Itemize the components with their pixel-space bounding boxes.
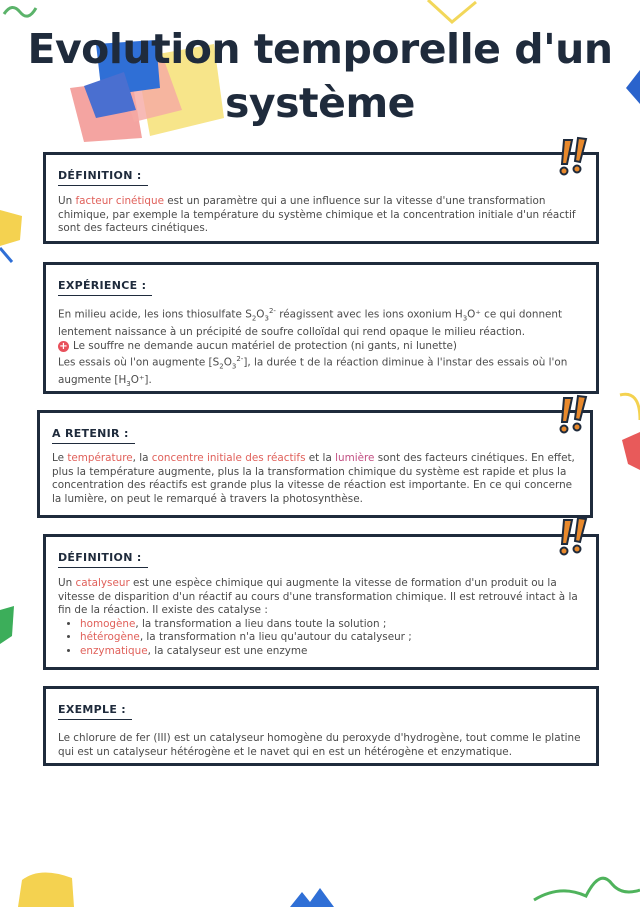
catalysis-type-list bbox=[58, 618, 584, 659]
key-term: catalyseur bbox=[75, 577, 130, 589]
exclamation-icon bbox=[556, 136, 592, 176]
key-term: concentre initiale des réactifs bbox=[151, 452, 306, 464]
retenir-card bbox=[37, 410, 593, 518]
card-heading: DÉFINITION : bbox=[58, 551, 148, 568]
list-item: • hétérogène, la transformation n'a lieu qu'autour du catalyseur ; bbox=[80, 631, 584, 645]
experience-card bbox=[43, 262, 599, 394]
experience-paragraph-1: En milieu acide, les ions thiosulfate $S_2O_3^{2-}$ réagissent avec les ions oxonium $H_3O^+$ ce qui donnent lentement naissance à un précipité de soufre colloïdal qui rend opaque le milieu réaction. bbox=[58, 307, 563, 339]
catalyst-definition-card bbox=[43, 534, 599, 670]
card-body: Un facteur cinétique est un paramètre qui a une influence sur la vitesse d'une transformation chimique, par exemple la température du système chimique et la concentration initiale d'un réactif sont des facteurs cinétiques. bbox=[58, 195, 576, 235]
card-heading: EXEMPLE : bbox=[58, 703, 132, 720]
key-term: température bbox=[67, 452, 133, 464]
safety-note: + Le souffre ne demande aucun matériel de protection (ni gants, ni lunette) bbox=[59, 339, 457, 353]
plus-circle-icon: + bbox=[59, 341, 68, 353]
card-heading: DÉFINITION : bbox=[58, 169, 148, 186]
card-body: Le chlorure de fer (III) est un catalyseur homogène du peroxyde d'hydrogène, tout comme le platine qui est un catalyseur hétérogène et le navet qui en est un hétérogène et enzymatique. bbox=[58, 732, 581, 758]
page-title: Evolution temporelle d'un système bbox=[27, 25, 613, 127]
exclamation-icon bbox=[556, 516, 592, 556]
card-heading: EXPÉRIENCE : bbox=[58, 279, 152, 296]
key-term: facteur cinétique bbox=[75, 195, 164, 207]
key-term: lumière bbox=[335, 452, 375, 464]
list-item: • homogène, la transformation a lieu dans toute la solution ; bbox=[80, 618, 584, 632]
experience-paragraph-2: Les essais où l'on augmente $[S_2O_3^{2-}]$, la durée t de la réaction diminue à l'instar des essais où l'on augmente $[H_3O^+]$. bbox=[58, 355, 568, 389]
card-heading: A RETENIR : bbox=[52, 427, 135, 444]
exclamation-icon bbox=[556, 394, 592, 434]
card-body: Le température, la concentre initiale des réactifs et la lumière sont des facteurs cinétiques. En effet, plus la température augmente, plus la la transformation chimique du système est rapide et plus la concentration des réactifs est grande plus la vitesse de réaction est importante. En ce qui concerne la lumière, on peut le remarqué à travers la photosynthèse. bbox=[52, 452, 575, 505]
card-body bbox=[58, 305, 584, 392]
example-card bbox=[43, 686, 599, 766]
list-item: • enzymatique, la catalyseur est une enzyme bbox=[80, 645, 584, 659]
card-body: Un catalyseur est une espèce chimique qui augmente la vitesse de formation d'un produit ou la vitesse de disparition d'un réactif au cours d'une transformation chimique. Il est retrouvé intact à la fin de la réaction. Il existe des catalyse : • homogène, la transformation a lieu dans toute la solution ; • hétérogène, la transformation n'a lieu qu'autour du catalyseur ; • enzymatique, la catalyseur est une enzyme bbox=[58, 577, 584, 659]
definition-card bbox=[43, 152, 599, 244]
